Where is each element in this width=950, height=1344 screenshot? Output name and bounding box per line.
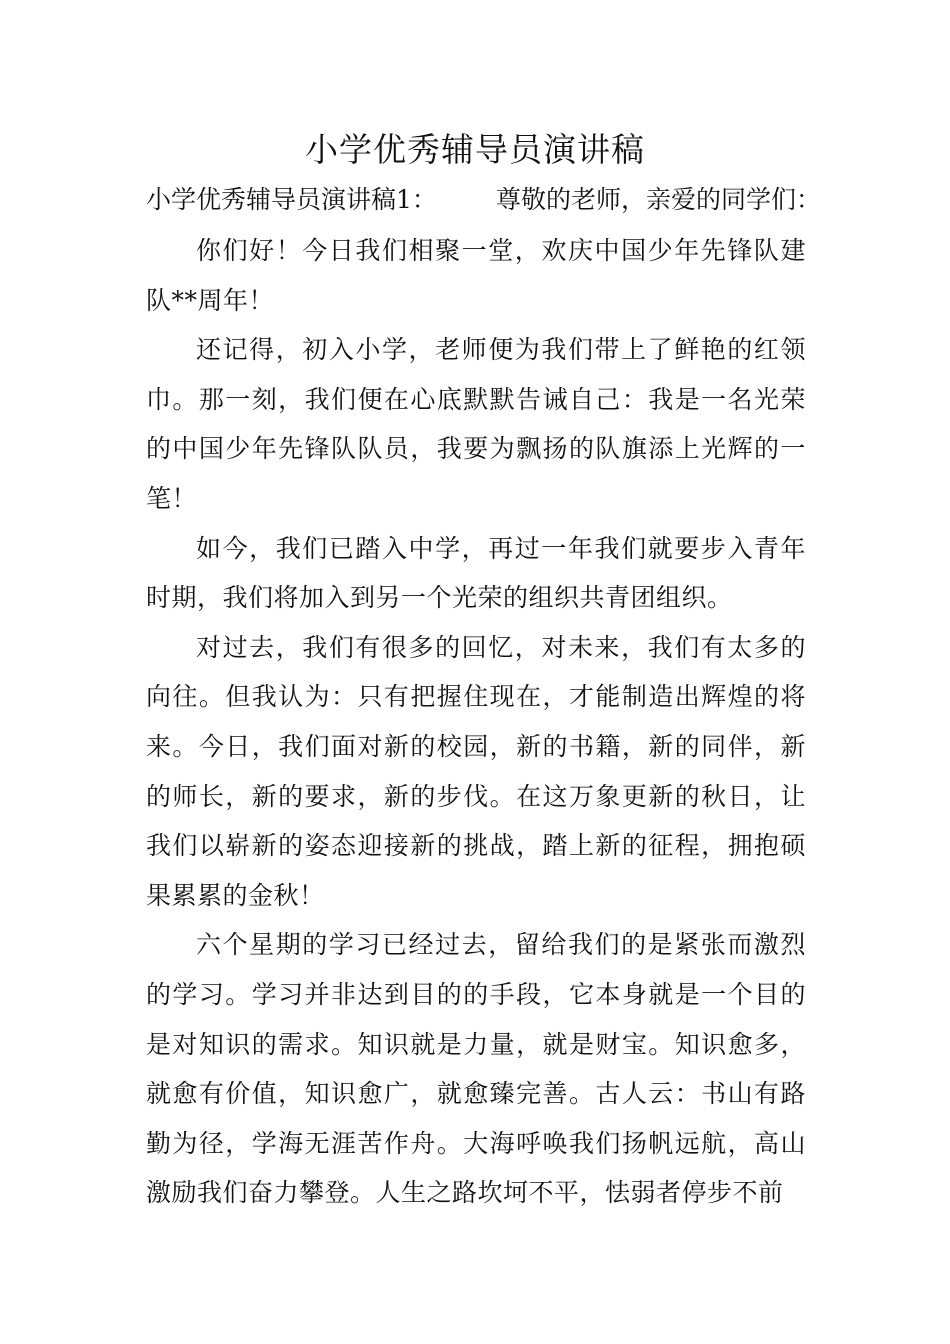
speech-greeting: 尊敬的老师，亲爱的同学们：: [496, 185, 822, 214]
speech-body: [146, 226, 806, 1218]
document-title: 小学优秀辅导员演讲稿: [305, 130, 645, 169]
paragraph: 如今，我们已踏入中学，再过一年我们就要步入青年时期，我们将加入到另一个光荣的组织共青团组织。: [146, 533, 806, 613]
paragraph: 六个星期的学习已经过去，留给我们的是紧张而激烈的学习。学习并非达到目的的手段，它本身就是一个目的是对知识的需求。知识就是力量，就是财宝。知识愈多，就愈有价值，知识愈广，就愈臻完善。古人云：书山有路勤为径，学海无涯苦作舟。大海呼唤我们扬帆远航，高山激励我们奋力攀登。人生之路坎坷不平，怯弱者停步不前: [146, 930, 806, 1208]
paragraph: 还记得，初入小学，老师便为我们带上了鲜艳的红领巾。那一刻，我们便在心底默默告诫自己：我是一名光荣的中国少年先锋队队员，我要为飘扬的队旗添上光辉的一笔！: [146, 335, 806, 513]
paragraph: 你们好！今日我们相聚一堂，欢庆中国少年先锋队建队**周年！: [146, 236, 806, 315]
speech-heading-line: [146, 180, 826, 220]
speech-subtitle: 小学优秀辅导员演讲稿1：: [146, 185, 437, 214]
paragraph: 对过去，我们有很多的回忆，对未来，我们有太多的向往。但我认为：只有把握住现在，才能制造出辉煌的将来。今日，我们面对新的校园，新的书籍，新的同伴，新的师长，新的要求，新的步伐。在这万象更新的秋日，让我们以崭新的姿态迎接新的挑战，踏上新的征程，拥抱硕果累累的金秋！: [146, 632, 806, 910]
